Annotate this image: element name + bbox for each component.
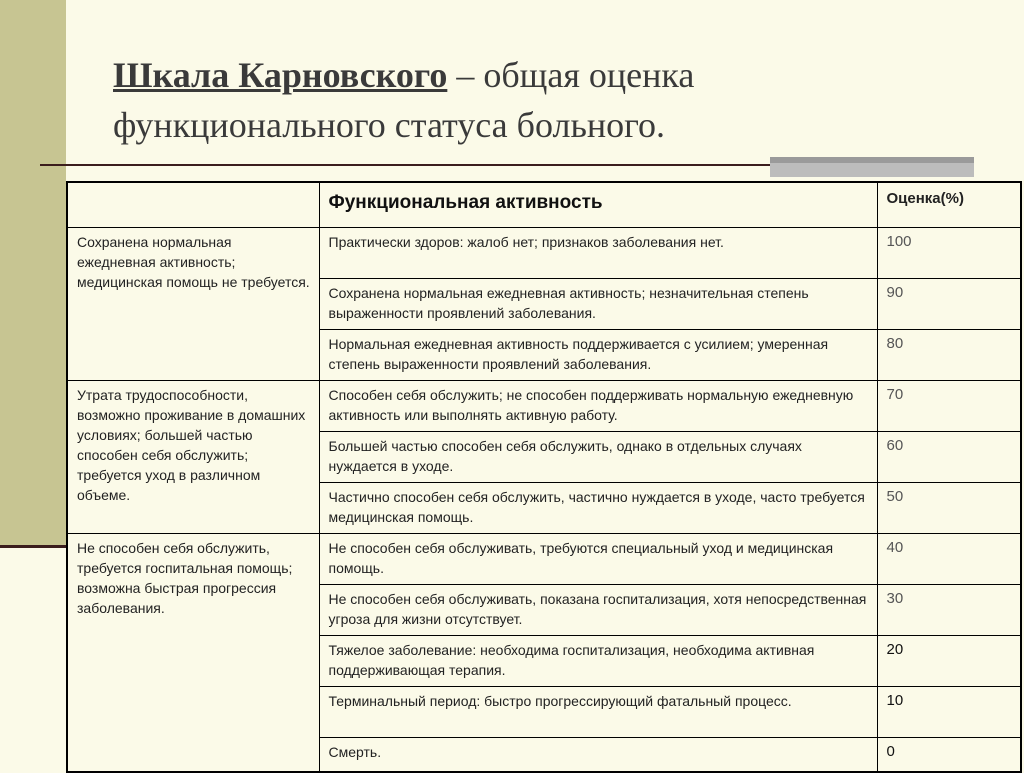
group-cell: Утрата трудоспособности, возможно проживание в домашних условиях; большей частью способен себя обслужить; требуется уход в различном объеме. bbox=[67, 381, 319, 534]
score-cell: 30 bbox=[877, 585, 1021, 636]
activity-cell: Сохранена нормальная ежедневная активность; незначительная степень выраженности проявлений заболевания. bbox=[319, 279, 877, 330]
score-cell: 40 bbox=[877, 534, 1021, 585]
header-score: Оценка(%) bbox=[877, 182, 1021, 228]
title-scale-name: Шкала Карновского bbox=[113, 55, 448, 95]
group-cell: Сохранена нормальная ежедневная активность; медицинская помощь не требуется. bbox=[67, 228, 319, 381]
activity-cell: Частично способен себя обслужить, частично нуждается в уходе, часто требуется медицинская помощь. bbox=[319, 483, 877, 534]
activity-cell: Терминальный период: быстро прогрессирующий фатальный процесс. bbox=[319, 687, 877, 738]
activity-cell: Тяжелое заболевание: необходима госпитализация, необходима активная поддерживающая терапия. bbox=[319, 636, 877, 687]
score-cell: 100 bbox=[877, 228, 1021, 279]
table-row bbox=[67, 381, 1021, 432]
activity-cell: Смерть. bbox=[319, 738, 877, 772]
score-cell: 10 bbox=[877, 687, 1021, 738]
title-line2: функционального статуса больного. bbox=[113, 105, 666, 145]
score-cell: 70 bbox=[877, 381, 1021, 432]
activity-cell: Большей частью способен себя обслужить, однако в отдельных случаях нуждается в уходе. bbox=[319, 432, 877, 483]
karnofsky-table bbox=[66, 181, 1022, 773]
header-activity: Функциональная активность bbox=[319, 182, 877, 228]
page-title bbox=[113, 50, 913, 150]
score-cell: 0 bbox=[877, 738, 1021, 772]
side-accent-line bbox=[0, 545, 66, 548]
score-cell: 60 bbox=[877, 432, 1021, 483]
score-cell: 50 bbox=[877, 483, 1021, 534]
title-divider bbox=[40, 164, 770, 166]
activity-cell: Практически здоров: жалоб нет; признаков заболевания нет. bbox=[319, 228, 877, 279]
activity-cell: Нормальная ежедневная активность поддерживается с усилием; умеренная степень выраженности проявлений заболевания. bbox=[319, 330, 877, 381]
table-header-row bbox=[67, 182, 1021, 228]
header-group bbox=[67, 182, 319, 228]
table-row bbox=[67, 534, 1021, 585]
score-cell: 80 bbox=[877, 330, 1021, 381]
side-accent-band bbox=[0, 0, 66, 548]
score-cell: 20 bbox=[877, 636, 1021, 687]
group-cell: Не способен себя обслужить, требуется госпитальная помощь; возможна быстрая прогрессия заболевания. bbox=[67, 534, 319, 772]
score-cell: 90 bbox=[877, 279, 1021, 330]
decorative-gray-bar bbox=[770, 157, 974, 177]
activity-cell: Не способен себя обслуживать, показана госпитализация, хотя непосредственная угроза для жизни отсутствует. bbox=[319, 585, 877, 636]
activity-cell: Способен себя обслужить; не способен поддерживать нормальную ежедневную активность или выполнять активную работу. bbox=[319, 381, 877, 432]
table-row bbox=[67, 228, 1021, 279]
activity-cell: Не способен себя обслуживать, требуются специальный уход и медицинская помощь. bbox=[319, 534, 877, 585]
title-rest: – общая оценка bbox=[447, 55, 695, 95]
